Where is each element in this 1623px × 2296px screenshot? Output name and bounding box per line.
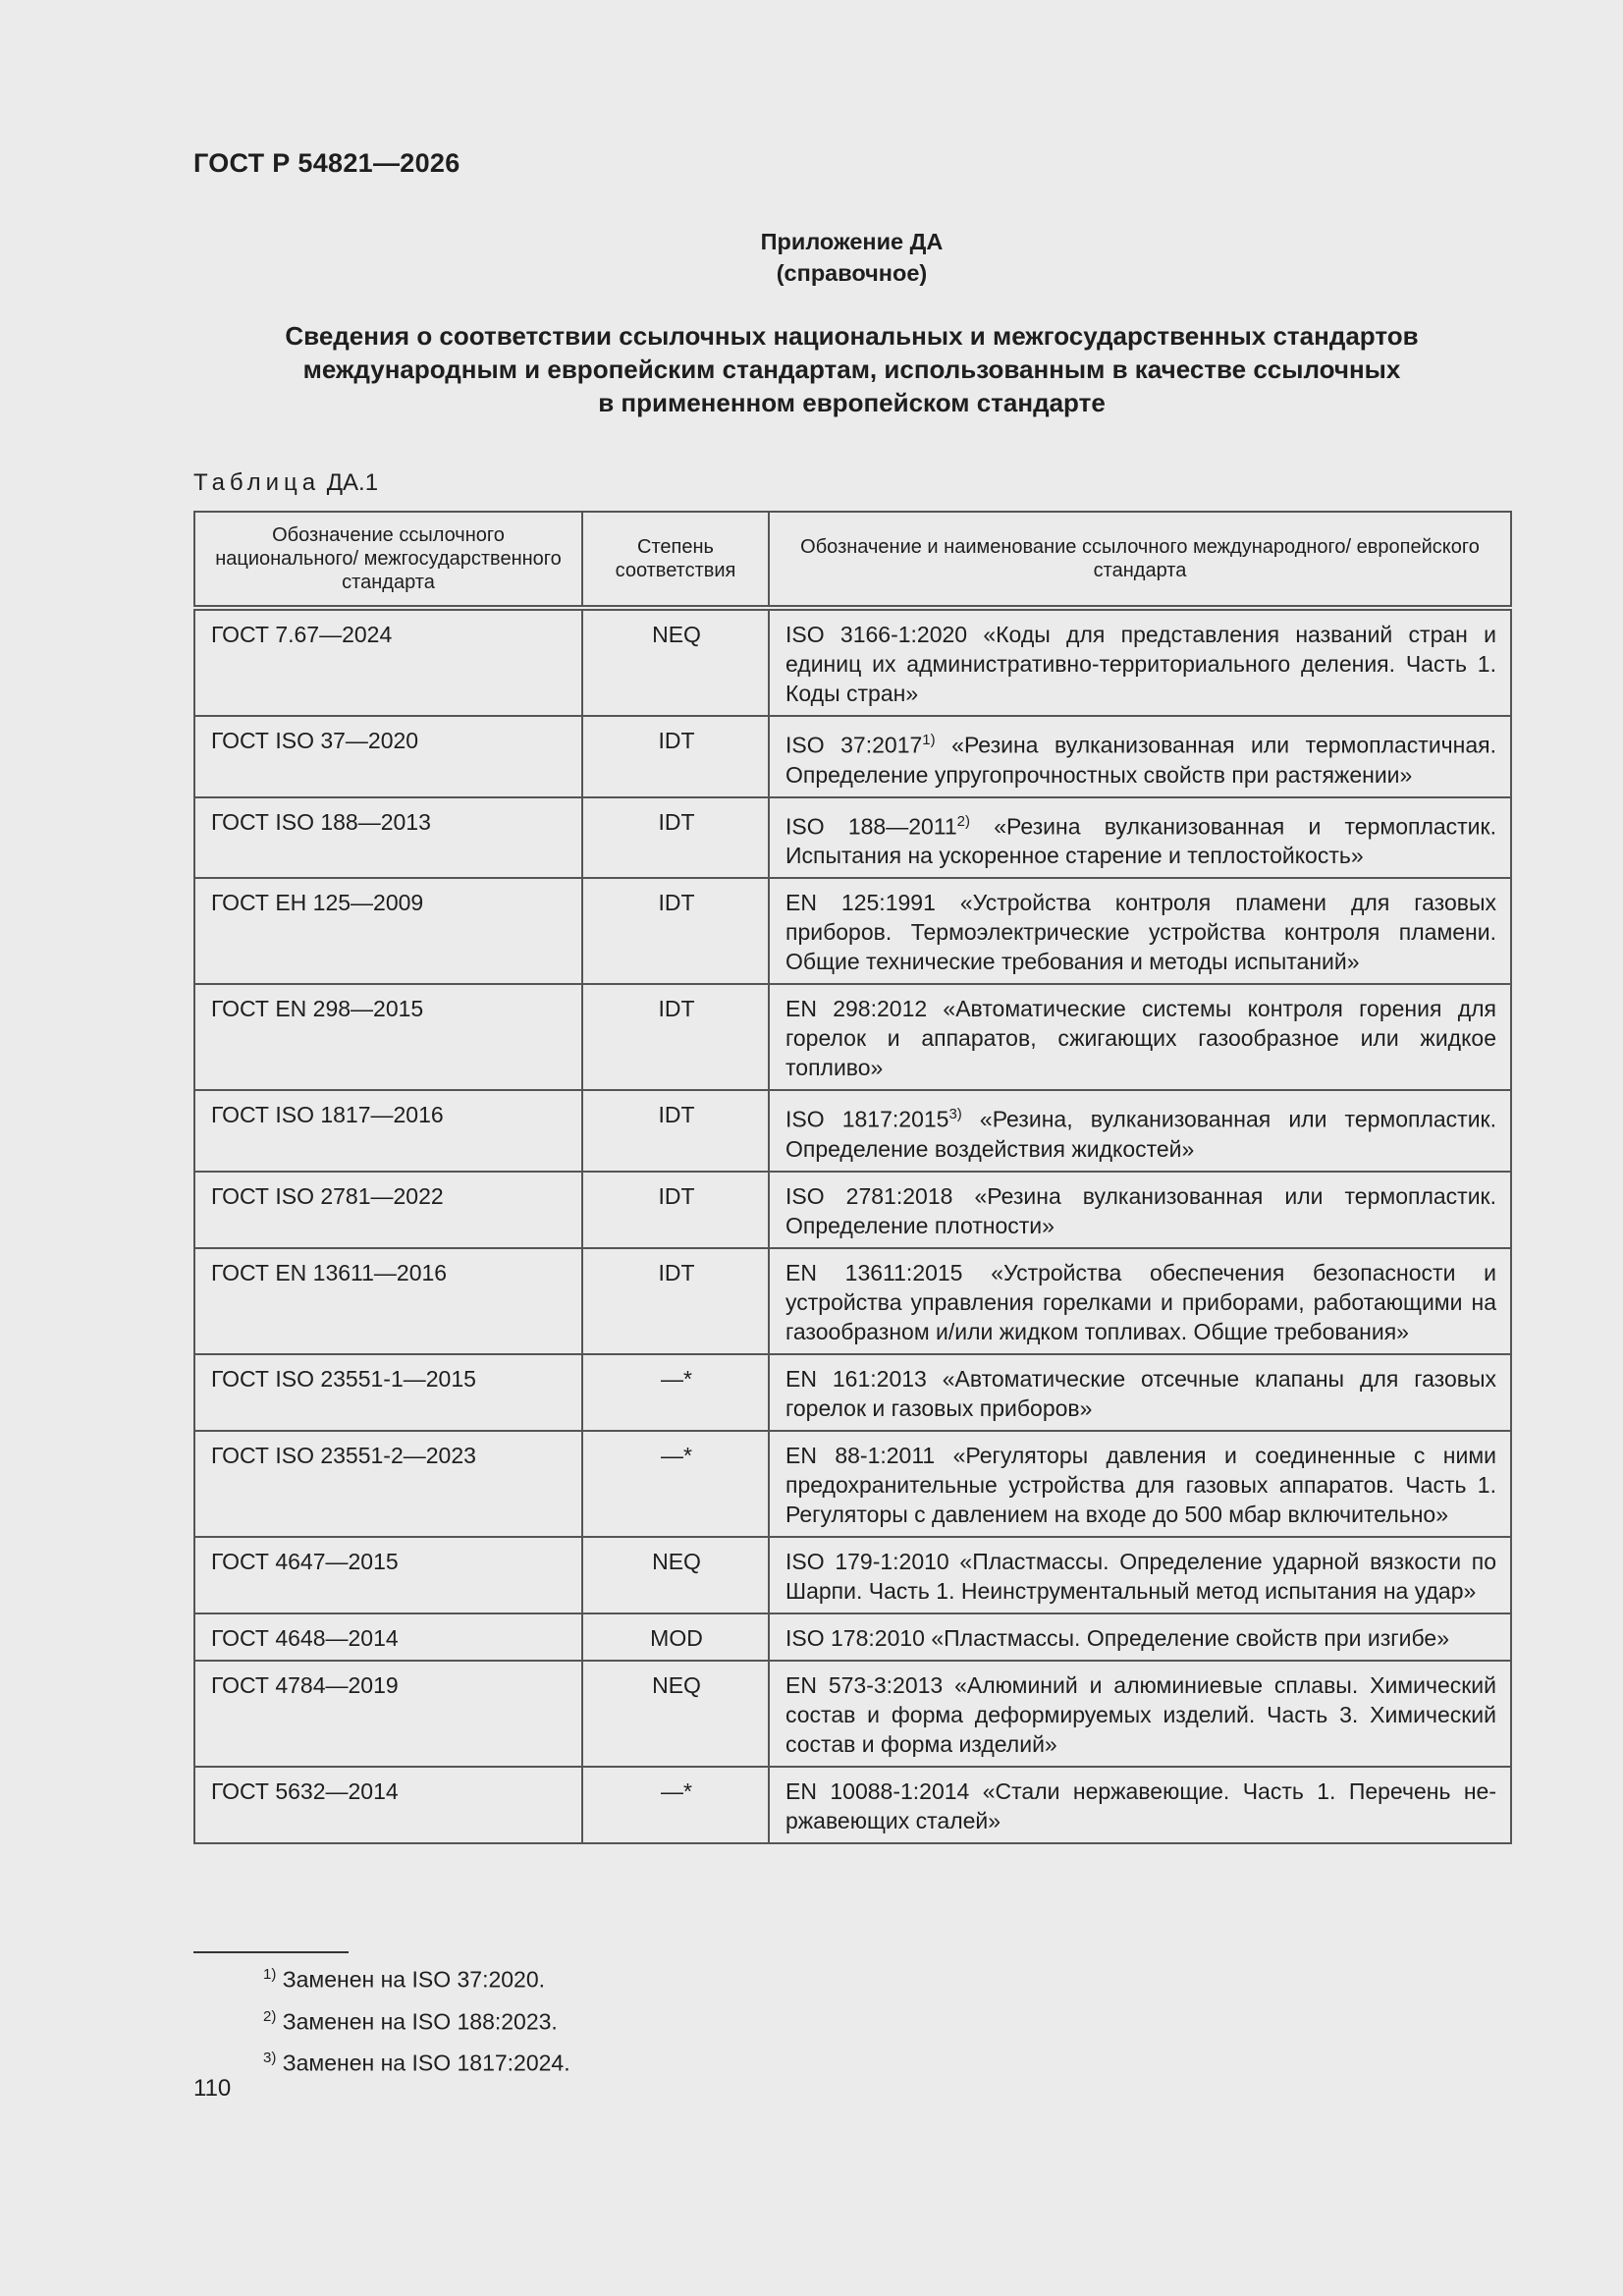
table-row: [194, 716, 1511, 797]
national-standard-cell: ГОСТ 7.67—2024: [194, 608, 582, 716]
national-standard-cell: ГОСТ ISO 188—2013: [194, 797, 582, 879]
degree-cell: IDT: [582, 878, 769, 984]
degree-cell: IDT: [582, 1090, 769, 1172]
national-standard-cell: ГОСТ ISO 2781—2022: [194, 1172, 582, 1248]
footnote: [263, 2040, 570, 2082]
table-row: [194, 1172, 1511, 1248]
international-standard-cell: [769, 716, 1511, 797]
table-row: [194, 1354, 1511, 1431]
table-row: [194, 878, 1511, 984]
page-number: 110: [193, 2075, 232, 2102]
footnote-mark: 1): [922, 732, 936, 748]
footnote-divider: [193, 1951, 349, 1953]
heading-line: в примененном европейском стандарте: [598, 388, 1106, 417]
degree-cell: —*: [582, 1767, 769, 1843]
international-standard-cell: EN 10088-1:2014 «Стали нержавеющие. Часть 1. Перечень нержавеющих сталей»: [769, 1767, 1511, 1843]
international-standard-cell: EN 573-3:2013 «Алюминий и алюминиевые сплавы. Химический состав и форма деформируемых изделий. Часть 3. Химический состав и форма изделий»: [769, 1661, 1511, 1767]
degree-cell: —*: [582, 1354, 769, 1431]
heading-line: международным и европейским стандартам, использованным в качестве ссылочных: [302, 355, 1401, 384]
table-row: [194, 1767, 1511, 1843]
footnote-mark: 3): [263, 2050, 277, 2067]
international-standard-cell: EN 298:2012 «Автоматические системы контроля горения для горелок и аппаратов, сжигающих газообразное или жидкое топливо»: [769, 984, 1511, 1090]
degree-cell: IDT: [582, 797, 769, 879]
appendix-subtitle: (справочное): [776, 260, 928, 286]
intl-title: «Резина, вулканизованная или термопластик. Определение воздействия жидкостей»: [785, 1106, 1497, 1162]
table-row: [194, 1248, 1511, 1354]
degree-cell: NEQ: [582, 1661, 769, 1767]
national-standard-cell: ГОСТ ISO 1817—2016: [194, 1090, 582, 1172]
heading-line: Сведения о соответствии ссылочных национальных и межгосударственных стандартов: [285, 321, 1419, 351]
international-standard-cell: EN 88-1:2011 «Регуляторы давления и соединенные с ними предохранительные устройства для газовых аппаратов. Часть 1. Регуляторы с давлением на входе до 500 мбар включительно»: [769, 1431, 1511, 1537]
footnote-mark: 1): [263, 1966, 277, 1983]
header-degree: Степень соответствия: [582, 512, 769, 608]
table-row: [194, 1090, 1511, 1172]
table-row: [194, 608, 1511, 716]
footnotes: [263, 1956, 570, 2082]
appendix-heading: [193, 226, 1510, 289]
table-header-row: [194, 512, 1511, 608]
national-standard-cell: ГОСТ ISO 23551-2—2023: [194, 1431, 582, 1537]
international-standard-cell: EN 125:1991 «Устройства контроля пламени для газовых приборов. Термоэлектрические устройства контроля пламени. Общие технические требования и методы испытаний»: [769, 878, 1511, 984]
table-row: [194, 984, 1511, 1090]
footnote: [263, 1998, 570, 2041]
international-standard-cell: ISO 2781:2018 «Резина вулканизованная или термопластик. Определение плотности»: [769, 1172, 1511, 1248]
national-standard-cell: ГОСТ ISO 37—2020: [194, 716, 582, 797]
degree-cell: NEQ: [582, 608, 769, 716]
international-standard-cell: [769, 1090, 1511, 1172]
intl-title: «Резина вулканизованная и термопластик. Испытания на ускоренное старение и теплостойкость»: [785, 813, 1496, 869]
footnote: [263, 1956, 570, 1998]
intl-ref: ISO 188—2011: [785, 813, 957, 840]
national-standard-cell: ГОСТ ЕН 125—2009: [194, 878, 582, 984]
degree-cell: IDT: [582, 1248, 769, 1354]
degree-cell: IDT: [582, 716, 769, 797]
degree-cell: IDT: [582, 1172, 769, 1248]
national-standard-cell: ГОСТ EN 298—2015: [194, 984, 582, 1090]
table-row: [194, 797, 1511, 879]
intl-ref: ISO 1817:2015: [785, 1106, 949, 1132]
international-standard-cell: EN 13611:2015 «Устройства обеспечения безопасности и устройства управления горелками и приборами, работающими на газообразном и/или жидком топливах. Общие требования»: [769, 1248, 1511, 1354]
correspondence-table: [193, 511, 1512, 1844]
document-code: ГОСТ Р 54821—2026: [193, 148, 460, 178]
footnote-text: Заменен на ISO 188:2023.: [282, 2008, 558, 2035]
header-international-standard: Обозначение и наименование ссылочного международного/ европейского стандарта: [769, 512, 1511, 608]
national-standard-cell: ГОСТ 4648—2014: [194, 1613, 582, 1661]
intl-ref: ISO 37:2017: [785, 732, 923, 758]
international-standard-cell: ISO 178:2010 «Пластмассы. Определение свойств при изгибе»: [769, 1613, 1511, 1661]
national-standard-cell: ГОСТ ISO 23551-1—2015: [194, 1354, 582, 1431]
intl-title: «Резина вулканизованная или термопластичная. Определение упругопрочностных свойств при растяжении»: [785, 732, 1496, 788]
appendix-title: Приложение ДА: [760, 229, 944, 254]
international-standard-cell: ISO 179-1:2010 «Пластмассы. Определение ударной вязкости по Шарпи. Часть 1. Неинструментальный метод испытания на удар»: [769, 1537, 1511, 1613]
table-caption-label: Таблица: [193, 469, 321, 496]
table-caption: [193, 469, 378, 497]
table-row: [194, 1537, 1511, 1613]
degree-cell: MOD: [582, 1613, 769, 1661]
footnote-mark: 2): [956, 812, 971, 830]
international-standard-cell: EN 161:2013 «Автоматические отсечные клапаны для газовых горелок и газовых приборов»: [769, 1354, 1511, 1431]
national-standard-cell: ГОСТ 5632—2014: [194, 1767, 582, 1843]
section-heading: [193, 319, 1510, 419]
national-standard-cell: ГОСТ 4784—2019: [194, 1661, 582, 1767]
international-standard-cell: [769, 797, 1511, 879]
international-standard-cell: ISO 3166-1:2020 «Коды для представления названий стран и единиц их административно-территориального деления. Часть 1. Коды стран»: [769, 608, 1511, 716]
footnote-mark: 2): [263, 2007, 277, 2025]
national-standard-cell: ГОСТ EN 13611—2016: [194, 1248, 582, 1354]
degree-cell: —*: [582, 1431, 769, 1537]
header-national-standard: Обозначение ссылочного национального/ межгосударственного стандарта: [194, 512, 582, 608]
footnote-text: Заменен на ISO 1817:2024.: [282, 2050, 570, 2076]
national-standard-cell: ГОСТ 4647—2015: [194, 1537, 582, 1613]
footnote-mark: 3): [948, 1106, 962, 1123]
table-row: [194, 1613, 1511, 1661]
table-row: [194, 1431, 1511, 1537]
degree-cell: IDT: [582, 984, 769, 1090]
table-caption-number: ДА.1: [326, 469, 379, 496]
table-row: [194, 1661, 1511, 1767]
footnote-text: Заменен на ISO 37:2020.: [282, 1966, 546, 1993]
degree-cell: NEQ: [582, 1537, 769, 1613]
